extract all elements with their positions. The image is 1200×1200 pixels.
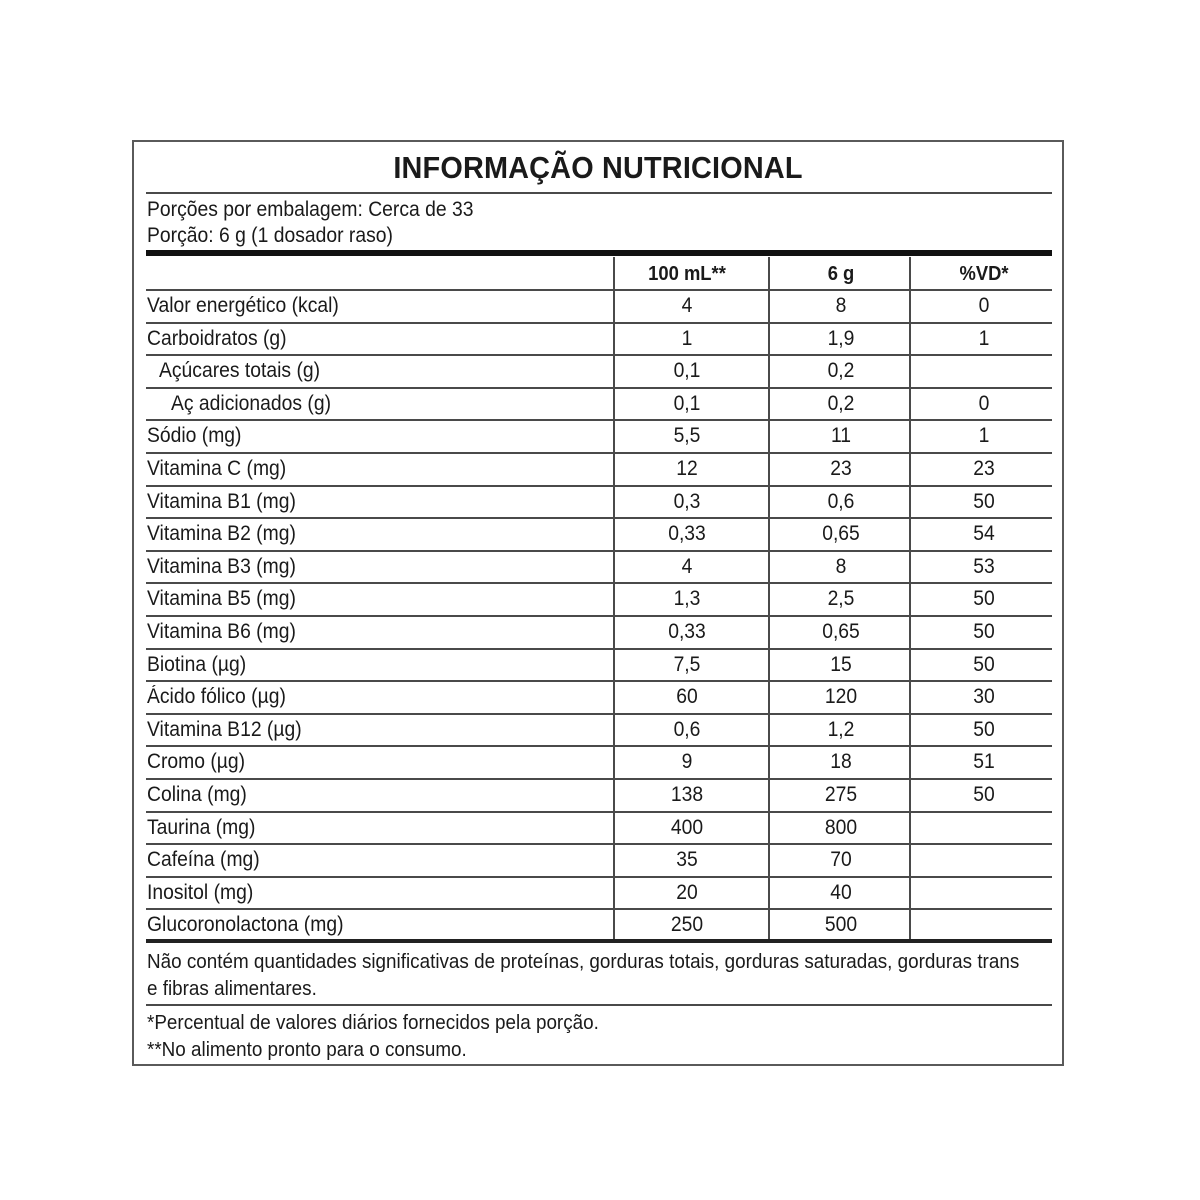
- row-divider: [146, 322, 1052, 324]
- value-per-6g: 500: [824, 913, 858, 937]
- nutrient-label: Biotina (µg): [147, 652, 247, 676]
- thick-divider: [146, 250, 1052, 256]
- value-per-100ml: 35: [676, 848, 698, 872]
- value-per-6g: 2,5: [827, 587, 855, 611]
- nutrition-facts-panel: [132, 140, 1064, 1066]
- value-per-100ml: 0,1: [673, 359, 701, 383]
- value-per-100ml: 4: [681, 294, 693, 317]
- nutrient-label: Ácido fólico (µg): [147, 685, 286, 709]
- value-per-6g: 18: [830, 750, 852, 774]
- nutrition-title: INFORMAÇÃO NUTRICIONAL: [393, 150, 803, 185]
- value-per-6g: 1,9: [827, 326, 855, 350]
- value-per-100ml: 1,3: [673, 587, 701, 611]
- value-per-6g: 275: [824, 783, 858, 806]
- nutrient-label: Carboidratos (g): [147, 326, 287, 350]
- nutrient-label: Vitamina B1 (mg): [147, 489, 296, 513]
- value-vd: 54: [973, 522, 995, 546]
- value-per-6g: 0,65: [822, 522, 860, 546]
- value-per-100ml: 9: [681, 750, 693, 774]
- column-header-vd: %VD*: [959, 263, 1009, 285]
- value-per-6g: 1,2: [827, 717, 855, 741]
- nutrient-label: Valor energético (kcal): [147, 294, 339, 317]
- row-divider: [146, 582, 1052, 584]
- nutrient-label: Vitamina C (mg): [147, 457, 287, 480]
- row-divider: [146, 419, 1052, 421]
- value-per-6g: 23: [830, 457, 852, 480]
- value-vd: 50: [973, 489, 995, 513]
- value-vd: 50: [973, 620, 995, 643]
- column-divider: [909, 257, 911, 941]
- nutrient-label: Colina (mg): [147, 783, 247, 806]
- row-divider: [146, 517, 1052, 519]
- row-divider: [146, 908, 1052, 910]
- row-divider: [146, 452, 1052, 454]
- nutrient-label: Vitamina B3 (mg): [147, 554, 296, 578]
- value-per-100ml: 250: [670, 913, 704, 937]
- row-divider: [146, 387, 1052, 389]
- row-divider: [146, 680, 1052, 682]
- value-per-6g: 0,2: [827, 359, 855, 383]
- nutrient-label: Vitamina B12 (µg): [147, 717, 302, 741]
- value-per-6g: 11: [830, 424, 852, 448]
- value-per-100ml: 4: [681, 554, 693, 578]
- value-vd: 53: [973, 554, 995, 578]
- footnote-nutrients: [147, 948, 1019, 1002]
- divider: [146, 192, 1052, 194]
- footnote-nutrients-line-1: Não contém quantidades significativas de proteínas, gorduras totais, gorduras saturadas, gorduras trans: [147, 950, 1020, 973]
- nutrient-label: Vitamina B6 (mg): [147, 620, 296, 643]
- nutrient-label: Inositol (mg): [147, 880, 254, 904]
- value-vd: 0: [978, 391, 990, 415]
- footnote-nutrients-line-2: e fibras alimentares.: [147, 977, 317, 1000]
- value-vd: 51: [973, 750, 995, 774]
- value-per-100ml: 12: [676, 457, 698, 480]
- footnote-ready: **No alimento pronto para o consumo.: [147, 1038, 467, 1061]
- value-per-6g: 120: [824, 685, 858, 709]
- nutrient-label: Sódio (mg): [147, 424, 242, 448]
- row-divider: [146, 354, 1052, 356]
- nutrient-label: Aç adicionados (g): [171, 391, 332, 415]
- value-per-100ml: 5,5: [673, 424, 701, 448]
- value-vd: 1: [978, 326, 990, 350]
- nutrient-label: Cromo (µg): [147, 750, 246, 774]
- value-per-100ml: 0,3: [673, 489, 701, 513]
- value-vd: 1: [978, 424, 990, 448]
- value-per-100ml: 0,33: [668, 522, 706, 546]
- value-vd: 50: [973, 652, 995, 676]
- row-divider: [146, 550, 1052, 552]
- value-per-6g: 70: [830, 848, 852, 872]
- column-divider: [768, 257, 770, 941]
- value-vd: 50: [973, 717, 995, 741]
- value-per-6g: 0,6: [827, 489, 855, 513]
- nutrient-label: Açúcares totais (g): [159, 359, 321, 383]
- nutrient-label: Taurina (mg): [147, 815, 256, 839]
- column-header-100ml: 100 mL**: [648, 263, 726, 285]
- footnote-block: [147, 1009, 599, 1063]
- row-divider: [146, 615, 1052, 617]
- table-bottom-divider: [146, 939, 1052, 943]
- value-vd: 0: [978, 294, 990, 317]
- row-divider: [146, 648, 1052, 650]
- value-per-6g: 8: [835, 294, 847, 317]
- row-divider: [146, 876, 1052, 878]
- value-per-100ml: 20: [676, 880, 698, 904]
- value-per-100ml: 1: [681, 326, 693, 350]
- value-vd: 23: [973, 457, 995, 480]
- value-per-6g: 15: [830, 652, 852, 676]
- value-vd: 50: [973, 587, 995, 611]
- column-divider: [613, 257, 615, 941]
- nutrient-label: Vitamina B5 (mg): [147, 587, 296, 611]
- value-per-100ml: 0,6: [673, 717, 701, 741]
- value-per-6g: 0,65: [822, 620, 860, 643]
- row-divider: [146, 843, 1052, 845]
- row-divider: [146, 745, 1052, 747]
- value-per-100ml: 0,33: [668, 620, 706, 643]
- row-divider: [146, 485, 1052, 487]
- row-divider: [146, 811, 1052, 813]
- nutrient-label: Cafeína (mg): [147, 848, 260, 872]
- serving-size: Porção: 6 g (1 dosador raso): [147, 224, 393, 247]
- value-per-6g: 40: [830, 880, 852, 904]
- value-per-6g: 800: [824, 815, 858, 839]
- value-per-6g: 8: [835, 554, 847, 578]
- nutrient-label: Glucoronolactona (mg): [147, 913, 344, 937]
- value-per-100ml: 60: [676, 685, 698, 709]
- row-divider: [146, 713, 1052, 715]
- nutrient-label: Vitamina B2 (mg): [147, 522, 296, 546]
- value-per-6g: 0,2: [827, 391, 855, 415]
- value-per-100ml: 400: [670, 815, 704, 839]
- value-vd: 30: [973, 685, 995, 709]
- footnote-vd: *Percentual de valores diários fornecidos pela porção.: [147, 1011, 599, 1034]
- value-per-100ml: 7,5: [673, 652, 701, 676]
- header-divider: [146, 289, 1052, 291]
- row-divider: [146, 778, 1052, 780]
- divider: [146, 1004, 1052, 1006]
- servings-per-package: Porções por embalagem: Cerca de 33: [147, 198, 474, 221]
- value-vd: 50: [973, 783, 995, 806]
- value-per-100ml: 138: [670, 783, 704, 806]
- column-header-6g: 6 g: [827, 263, 855, 285]
- value-per-100ml: 0,1: [673, 391, 701, 415]
